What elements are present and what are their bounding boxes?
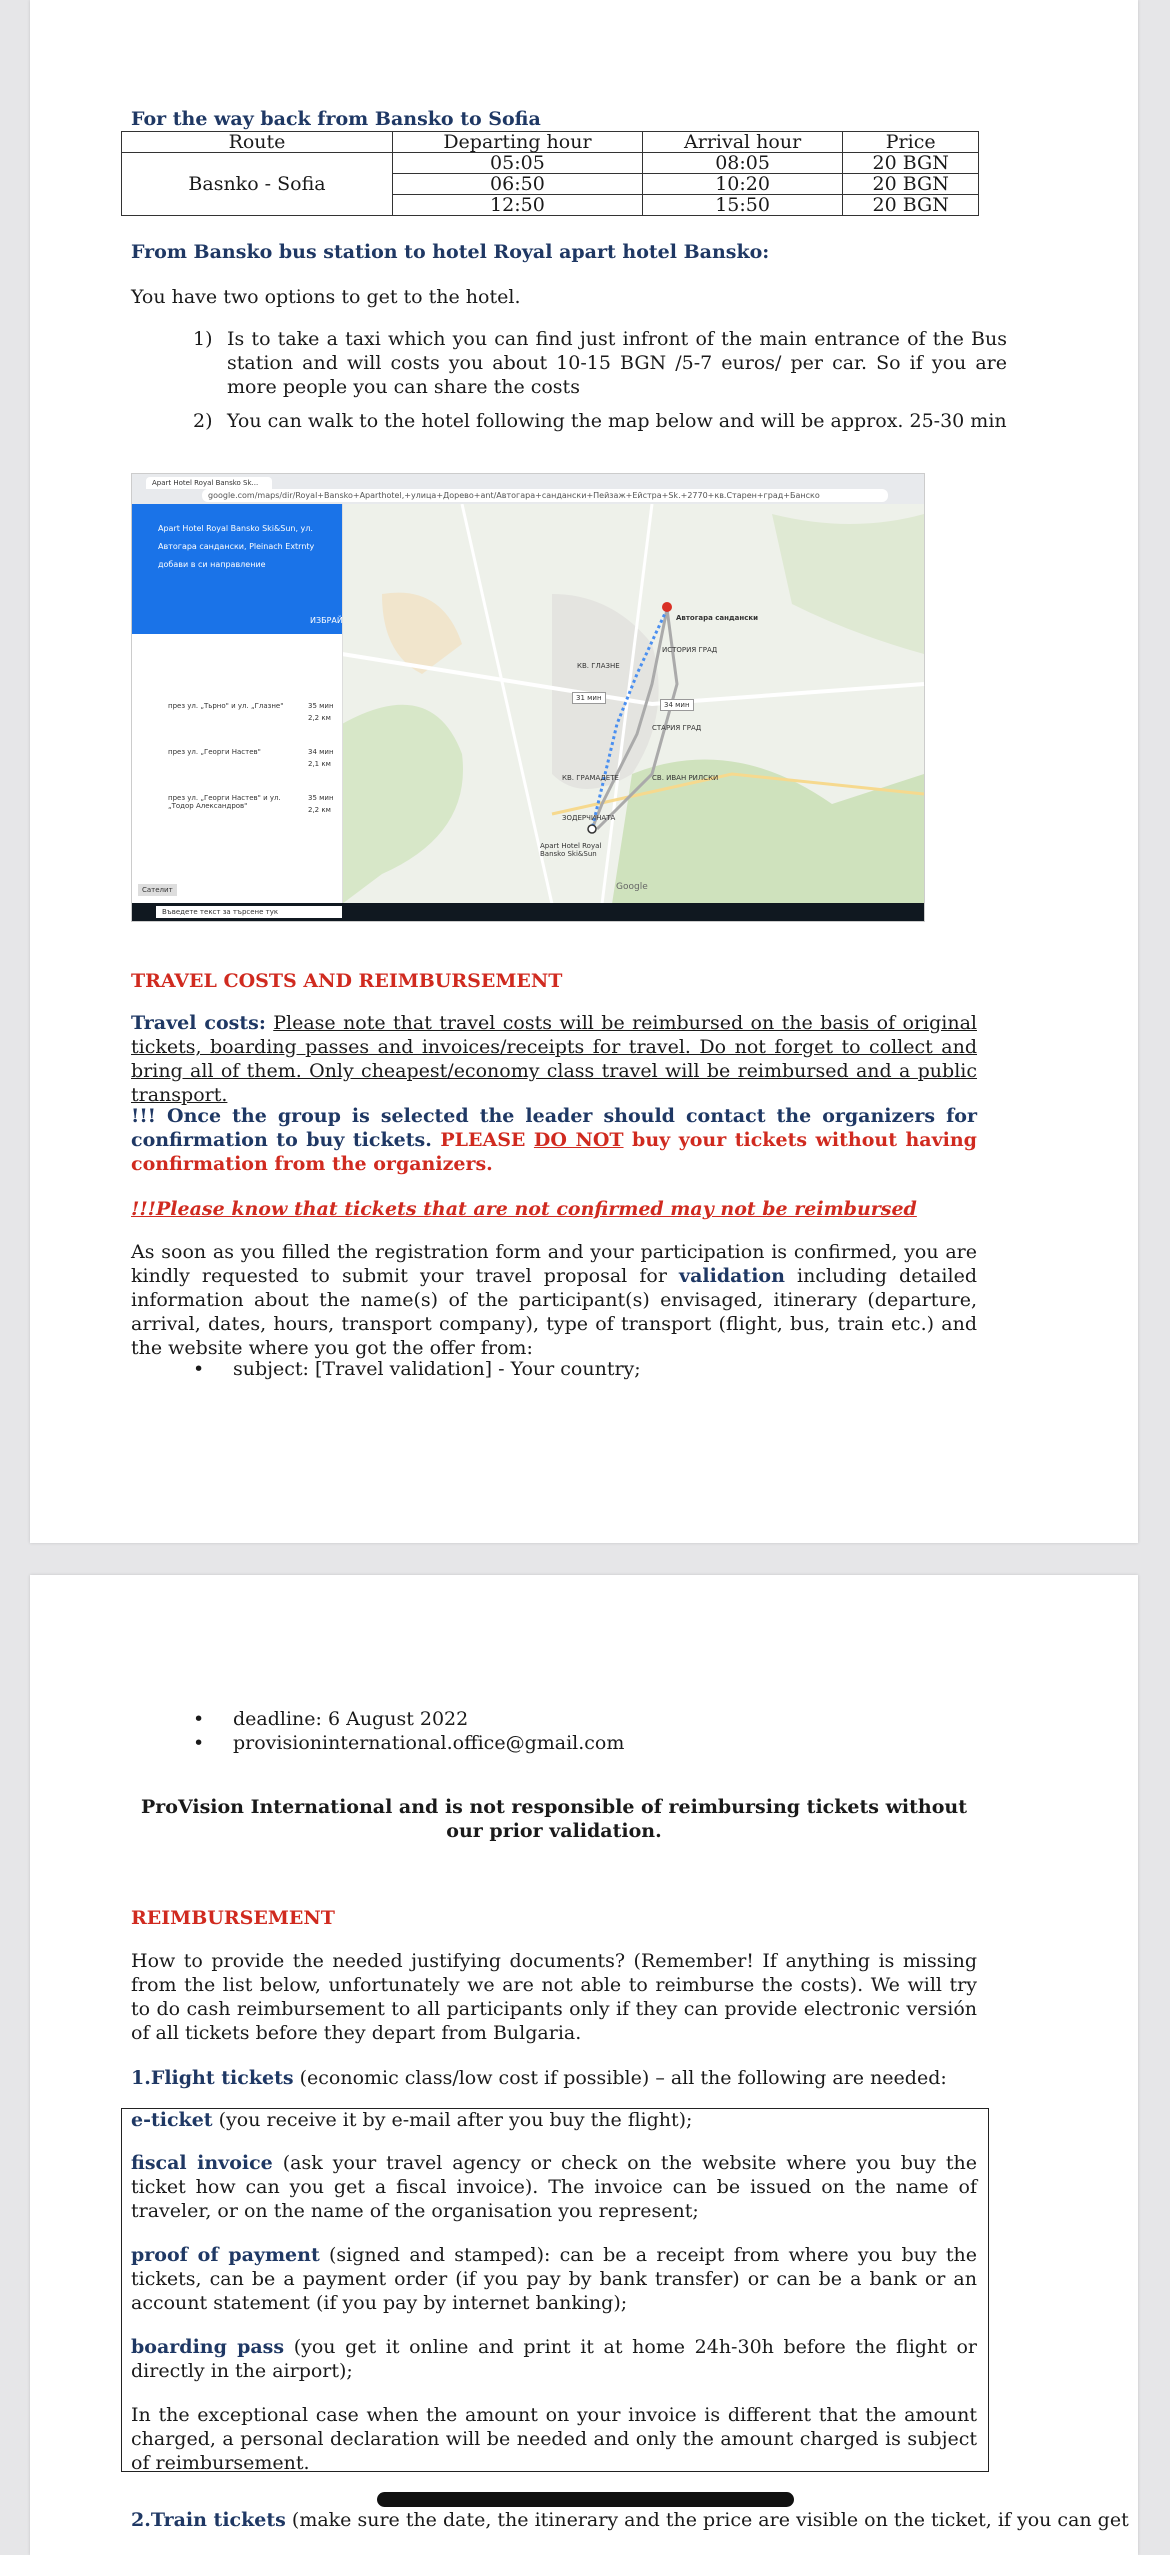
reimbursement-text: How to provide the needed justifying documents? (Remember! If anything is missing from the list below, unfortunately we are not able to reimburse the costs). We will try to do cash reimbursement to all participants only if they can provide electronic versión of all tickets before they depart from Bulgaria. [131, 1950, 977, 2044]
map-area-label: ЗОДЕРЧИНАТА [562, 814, 616, 822]
browser-url-bar: google.com/maps/dir/Royal+Bansko+Aparthotel,+улица+Дорево+ant/Автогара+сандански+Пейзаж+Ейстра+Sk.+2770+кв.Старен+град+Банско [202, 489, 888, 502]
group-notice-part2: PLEASE [440, 1129, 526, 1151]
reimbursement-heading-block [131, 1906, 977, 1930]
option-2-text: You can walk to the hotel following the map below and will be approx. 25-30 min [227, 410, 1007, 432]
exceptional-case-text: In the exceptional case when the amount on your invoice is different that the amount charged, a personal declaration will be needed and only the amount charged is subject of reimbursement. [131, 2404, 977, 2474]
costs-heading: TRAVEL COSTS AND REIMBURSEMENT [131, 970, 563, 992]
group-notice-part1: !!! Once the group is selected the leader should contact the organizers for confirmation to buy tickets. [131, 1105, 977, 1151]
route-time-label-1: 31 мин [572, 692, 606, 704]
train-tickets-label: 2.Train tickets [131, 2509, 286, 2531]
travel-costs-paragraph [131, 1011, 977, 1107]
route-option-time: 34 мин [308, 748, 334, 756]
validation-part2: including detailed information about the name(s) of the participant(s) envisaged, itinerary (departure, arrival, dates, hours, transport company), type of transport (flight, bus, train etc.) and the website where you got the offer from: [131, 1265, 977, 1359]
route-option-time: 35 мин [308, 702, 334, 710]
table-cell: 20 BGN [843, 153, 979, 174]
directions-panel [132, 504, 343, 904]
travel-costs-body: Please note that travel costs will be reimbursed on the basis of original tickets, boarding passes and invoices/receipts for travel. Do not forget to collect and bring all of them. Only cheapest/economy class travel will be reimbursed and a public transport. [131, 1012, 977, 1106]
google-watermark: Google [616, 882, 648, 892]
option-1-number: 1) [193, 328, 213, 350]
satellite-layer-thumb: Сателит [138, 884, 177, 896]
eticket-desc: (you receive it by e-mail after you buy the flight); [218, 2109, 693, 2131]
fiscal-invoice-text [131, 2151, 977, 2223]
route-time-label-2: 34 мин [660, 699, 694, 711]
table-row [122, 153, 979, 174]
option-2-number: 2) [193, 410, 213, 432]
subject-bullet-text: • subject: [Travel validation] - Your country; [193, 1357, 973, 1381]
map-area-label: КВ. ГРАМАДЕТЕ [562, 774, 619, 782]
flight-tickets-text [131, 2066, 977, 2090]
details-label: ИЗБРАЙ [310, 616, 343, 625]
home-indicator-bar[interactable] [377, 2492, 794, 2507]
table-header-cell: Departing hour [393, 132, 643, 153]
route-option-dist: 2,1 км [308, 760, 331, 768]
validation-bold: validation [679, 1265, 785, 1287]
windows-taskbar [132, 903, 924, 921]
station-heading: From Bansko bus station to hotel Royal apart hotel Bansko: [131, 241, 770, 263]
route-name-cell: Basnko - Sofia [122, 153, 393, 216]
group-notice-part4: buy your tickets without having confirmation from the organizers. [131, 1129, 977, 1175]
route-option-dist: 2,2 км [308, 806, 331, 814]
boarding-pass-text [131, 2335, 977, 2383]
route-from: Apart Hotel Royal Bansko Ski&Sun, ул. [158, 524, 313, 533]
table-cell: 20 BGN [843, 174, 979, 195]
proof-of-payment-label: proof of payment [131, 2244, 320, 2266]
costs-heading-block [131, 969, 977, 993]
table-header-cell: Price [843, 132, 979, 153]
boarding-pass-item [131, 2335, 977, 2383]
taskbar-search: Въведете текст за търсене тук [156, 906, 342, 918]
not-confirmed-block [131, 1197, 977, 1221]
route-option-2 [168, 748, 334, 768]
train-tickets-desc: (make sure the date, the itinerary and the price are visible on the ticket, if you can get [291, 2509, 1129, 2531]
map-area-label: ИСТОРИЯ ГРАД [662, 646, 718, 654]
flight-tickets-desc: (economic class/low cost if possible) – all the following are needed: [299, 2067, 947, 2089]
not-confirmed-text: !!!Please know that tickets that are not confirmed may not be reimbursed [131, 1198, 917, 1220]
route-option-time: 35 мин [308, 794, 334, 802]
email-bullet: • provisioninternational.office@gmail.com [193, 1731, 973, 1755]
table-cell: 15:50 [642, 195, 842, 216]
table-header-cell: Arrival hour [642, 132, 842, 153]
validation-part1: As soon as you filled the registration form and your participation is confirmed, you are kindly requested to submit your travel proposal for [131, 1241, 977, 1287]
table-cell: 05:05 [393, 153, 643, 174]
group-notice-text [131, 1104, 977, 1176]
option-1 [193, 327, 1007, 399]
map-origin-label: Apart Hotel Royal Bansko Ski&Sun [540, 842, 602, 858]
way-back-heading [131, 107, 977, 131]
browser-tab: Apart Hotel Royal Bansko Sk... [146, 477, 272, 489]
proof-of-payment-text [131, 2243, 977, 2315]
reimbursement-heading: REIMBURSEMENT [131, 1907, 335, 1929]
not-responsible-text: ProVision International and is not responsible of reimbursing tickets without our prior validation. [140, 1796, 967, 1842]
table-cell: 08:05 [642, 153, 842, 174]
reimbursement-paragraph [131, 1949, 977, 2045]
proof-of-payment-desc: (signed and stamped): can be a receipt from where you buy the tickets, can be a payment order (if you pay by bank transfer) or can be a bank or an account statement (if you pay by internet banking); [131, 2244, 978, 2314]
table-header-row [122, 132, 979, 153]
group-notice-paragraph [131, 1104, 977, 1176]
browser-chrome [132, 474, 924, 504]
add-destination: добави в си направление [158, 560, 266, 569]
eticket-text [131, 2108, 977, 2132]
route-option-via: през ул. „Тьрно" и ул. „Глазне" [168, 702, 284, 710]
route-option-3 [168, 794, 334, 814]
deadline-bullet: • deadline: 6 August 2022 [193, 1707, 973, 1731]
station-section [131, 240, 977, 309]
eticket-item [131, 2108, 977, 2132]
validation-text [131, 1240, 977, 1360]
walking-route-map-screenshot [131, 473, 925, 922]
eticket-label: e-ticket [131, 2109, 213, 2131]
map-area-label: КВ. ГЛАЗНЕ [577, 662, 620, 670]
option-2 [193, 409, 1007, 433]
deadline-bullets [193, 1707, 973, 1755]
subject-bullet [193, 1357, 973, 1381]
table-cell: 12:50 [393, 195, 643, 216]
train-tickets-text [131, 2508, 1129, 2532]
map-dest-label: Автогара сандански [676, 614, 758, 622]
travel-costs-text [131, 1011, 977, 1107]
fiscal-invoice-desc: (ask your travel agency or check on the website where you buy the ticket how can you get a fiscal invoice). The invoice can be issued on the name of traveler, or on the name of the organisation you represent; [131, 2152, 977, 2222]
way-back-heading-text: For the way back from Bansko to Sofia [131, 108, 541, 130]
validation-paragraph [131, 1240, 977, 1360]
exceptional-case-item [131, 2403, 977, 2475]
fiscal-invoice-label: fiscal invoice [131, 2152, 273, 2174]
route-option-via: през ул. „Георги Настев" [168, 748, 261, 756]
map-area-label: СВ. ИВАН РИЛСКИ [652, 774, 719, 782]
bus-schedule-table [121, 131, 979, 216]
flight-tickets-line [131, 2066, 977, 2090]
route-option-dist: 2,2 км [308, 714, 331, 722]
boarding-pass-desc: (you get it online and print it at home 24h-30h before the flight or directly in the airport); [131, 2336, 977, 2382]
table-header-cell: Route [122, 132, 393, 153]
group-notice-part3: DO NOT [533, 1129, 624, 1151]
two-options-text: You have two options to get to the hotel. [131, 286, 521, 308]
table-cell: 06:50 [393, 174, 643, 195]
route-to: Автогара сандански, Pleinach Extrnty [158, 542, 315, 551]
not-responsible-block [131, 1795, 977, 1843]
option-1-text: Is to take a taxi which you can find just infront of the main entrance of the Bus station and will costs you about 10-15 BGN /5-7 euros/ per car. So if you are more people you can share the costs [227, 328, 1007, 398]
fiscal-invoice-item [131, 2151, 977, 2223]
route-option-1 [168, 702, 334, 722]
train-tickets-line [131, 2508, 1129, 2532]
directions-header [132, 504, 342, 634]
table-cell: 10:20 [642, 174, 842, 195]
map-area-label: СТАРИЯ ГРАД [652, 724, 702, 732]
route-option-via: през ул. „Георги Настев" и ул. „Тодор Александров" [168, 794, 281, 810]
table-cell: 20 BGN [843, 195, 979, 216]
proof-of-payment-item [131, 2243, 977, 2315]
flight-tickets-label: 1.Flight tickets [131, 2067, 294, 2089]
boarding-pass-label: boarding pass [131, 2336, 285, 2358]
travel-costs-label: Travel costs: [131, 1012, 266, 1034]
